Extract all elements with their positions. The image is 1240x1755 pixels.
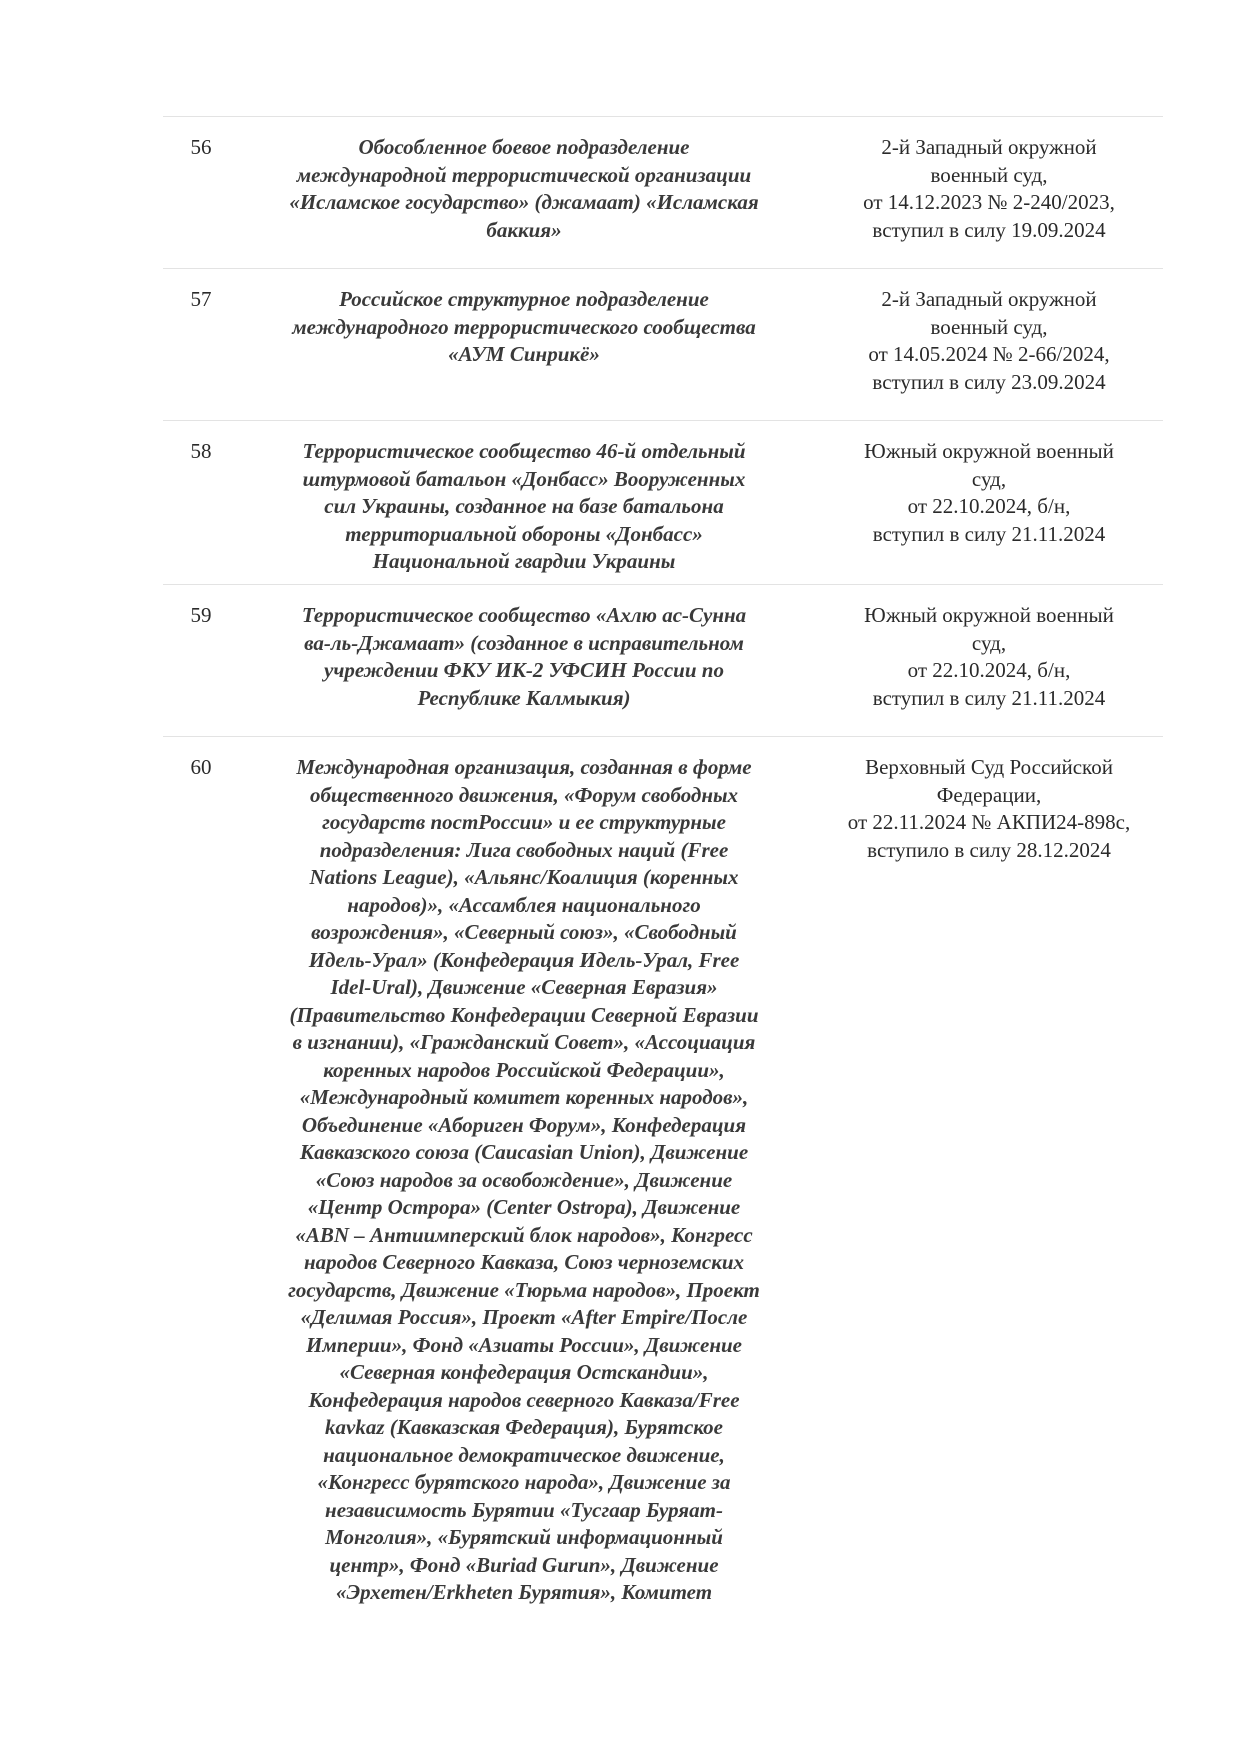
text-line: от 14.05.2024 № 2-66/2024, — [868, 342, 1110, 366]
text-line: Идель-Урал» (Конфедерация Идель-Урал, Free — [308, 947, 740, 972]
court-decision — [814, 438, 1164, 548]
text-line: от 22.10.2024, б/н, — [907, 658, 1071, 682]
text-line: вступил в силу 19.09.2024 — [872, 217, 1106, 242]
text-line: возрождения», «Северный союз», «Свободный — [311, 920, 737, 944]
text-line: «ABN – Антиимперский блок народов», Конгресс — [295, 1222, 753, 1247]
text-line: баккия» — [486, 217, 562, 242]
text-line: военный суд, — [930, 314, 1048, 339]
row-number: 59 — [190, 603, 212, 627]
court-decision — [814, 754, 1164, 864]
text-line: от 14.12.2023 № 2-240/2023, — [863, 190, 1115, 214]
text-line: в изгнании), «Гражданский Совет», «Ассоциация — [292, 1030, 756, 1054]
text-line: территориальной обороны «Донбасс» — [345, 521, 703, 546]
text-line: от 22.10.2024, б/н, — [907, 494, 1071, 518]
text-line: Кавказского союза (Caucasian Union), Движение — [299, 1140, 749, 1164]
row-number: 58 — [190, 439, 212, 463]
text-line: от 22.11.2024 № АКПИ24-898с, — [847, 810, 1131, 834]
text-line: «Северная конфедерация Остскандии», — [339, 1360, 709, 1384]
text-line: Южный окружной военный — [864, 439, 1114, 463]
text-line: 2-й Западный окружной — [881, 135, 1097, 159]
court-decision — [814, 602, 1164, 712]
row-number: 60 — [190, 755, 212, 779]
text-line: вступил в силу 21.11.2024 — [872, 521, 1106, 546]
text-line: «Эрхетен/Erkheten Бурятия», Комитет — [335, 1580, 713, 1604]
table-row — [163, 117, 1163, 269]
text-line: международной террористической организации — [296, 162, 752, 187]
text-line: 2-й Западный окружной — [881, 287, 1097, 311]
text-line: Верховный Суд Российской — [865, 755, 1113, 779]
text-line: «Центр Острopa» (Center Ostropa), Движение — [307, 1195, 741, 1219]
text-line: национальное демократическое движение, — [323, 1442, 725, 1467]
text-line: вступил в силу 21.11.2024 — [872, 685, 1106, 710]
organization-name — [254, 602, 794, 712]
text-line: Национальной гвардии Украины — [372, 549, 676, 573]
text-line: штурмовой батальон «Донбасс» Вооруженных — [302, 466, 746, 491]
organization-name — [254, 134, 794, 244]
table-row — [163, 585, 1163, 737]
text-line: Федерации, — [936, 782, 1042, 807]
text-line: независимость Бурятии «Тусгаар Буряат- — [325, 1497, 723, 1522]
text-line: Южный окружной военный — [864, 603, 1114, 627]
court-decision — [814, 134, 1164, 244]
text-line: суд, — [971, 466, 1007, 491]
text-line: Террористическое сообщество 46-й отдельный — [302, 439, 746, 463]
text-line: вступил в силу 23.09.2024 — [872, 369, 1106, 394]
text-line: Idel-Ural), Движение «Северная Евразия» — [330, 975, 718, 999]
text-line: Nations League), «Альянс/Коалиция (коренных — [309, 865, 739, 889]
text-line: «АУМ Синрикё» — [448, 342, 600, 366]
organization-name — [254, 754, 794, 1607]
table-row — [163, 737, 1163, 1637]
text-line: «Международный комитет коренных народов», — [299, 1085, 749, 1109]
text-line: Международная организация, созданная в форме — [296, 755, 752, 779]
text-line: народов)», «Ассамблея национального — [347, 892, 701, 917]
text-line: сил Украины, созданное на базе батальона — [324, 494, 724, 518]
text-line: общественного движения, «Форум свободных — [309, 782, 739, 807]
text-line: (Правительство Конфедерации Северной Евразии — [289, 1002, 759, 1027]
text-line: учреждении ФКУ ИК-2 УФСИН России по — [324, 658, 724, 682]
text-line: международного террористического сообщества — [292, 314, 756, 339]
text-line: Объединение «Абориген Форум», Конфедерация — [301, 1112, 747, 1137]
court-decision — [814, 286, 1164, 396]
table-row — [163, 269, 1163, 421]
table-row — [163, 421, 1163, 585]
text-line: «Исламское государство» (джамаат) «Исламская — [289, 190, 759, 214]
text-line: государств постРоссии» и ее структурные — [322, 810, 726, 834]
text-line: суд, — [971, 630, 1007, 655]
text-line: Обособленное боевое подразделение — [358, 135, 690, 159]
text-line: центр», Фонд «Buriad Gurun», Движение — [329, 1552, 719, 1577]
text-line: ва-ль-Джамаат» (созданное в исправительном — [304, 630, 744, 655]
text-line: коренных народов Российской Федерации», — [323, 1057, 725, 1082]
text-line: «Делимая Россия», Проект «After Empire/После — [300, 1305, 748, 1329]
text-line: Террористическое сообщество «Ахлю ас-Сунна — [301, 603, 747, 627]
row-number: 56 — [190, 135, 212, 159]
text-line: вступило в силу 28.12.2024 — [867, 837, 1111, 862]
text-line: Конфедерация народов северного Кавказа/Free — [308, 1387, 740, 1412]
text-line: Империи», Фонд «Азиаты России», Движение — [306, 1332, 742, 1357]
text-line: «Конгресс бурятского народа», Движение за — [317, 1470, 731, 1494]
organization-name — [254, 286, 794, 369]
text-line: военный суд, — [930, 162, 1048, 187]
text-line: народов Северного Кавказа, Союз черноземских — [303, 1250, 745, 1274]
text-line: Российское структурное подразделение — [339, 287, 709, 311]
organization-name — [254, 438, 794, 576]
text-line: Монголия», «Бурятский информационный — [325, 1525, 723, 1549]
registry-table — [163, 116, 1163, 1637]
text-line: kavkaz (Кавказская Федерация), Бурятское — [325, 1415, 723, 1439]
text-line: «Союз народов за освобождение», Движение — [315, 1167, 733, 1192]
text-line: государств, Движение «Тюрьма народов», Проект — [288, 1277, 760, 1302]
row-number: 57 — [190, 287, 212, 311]
text-line: Республике Калмыкия) — [417, 685, 631, 710]
text-line: подразделения: Лига свободных наций (Free — [319, 837, 729, 862]
